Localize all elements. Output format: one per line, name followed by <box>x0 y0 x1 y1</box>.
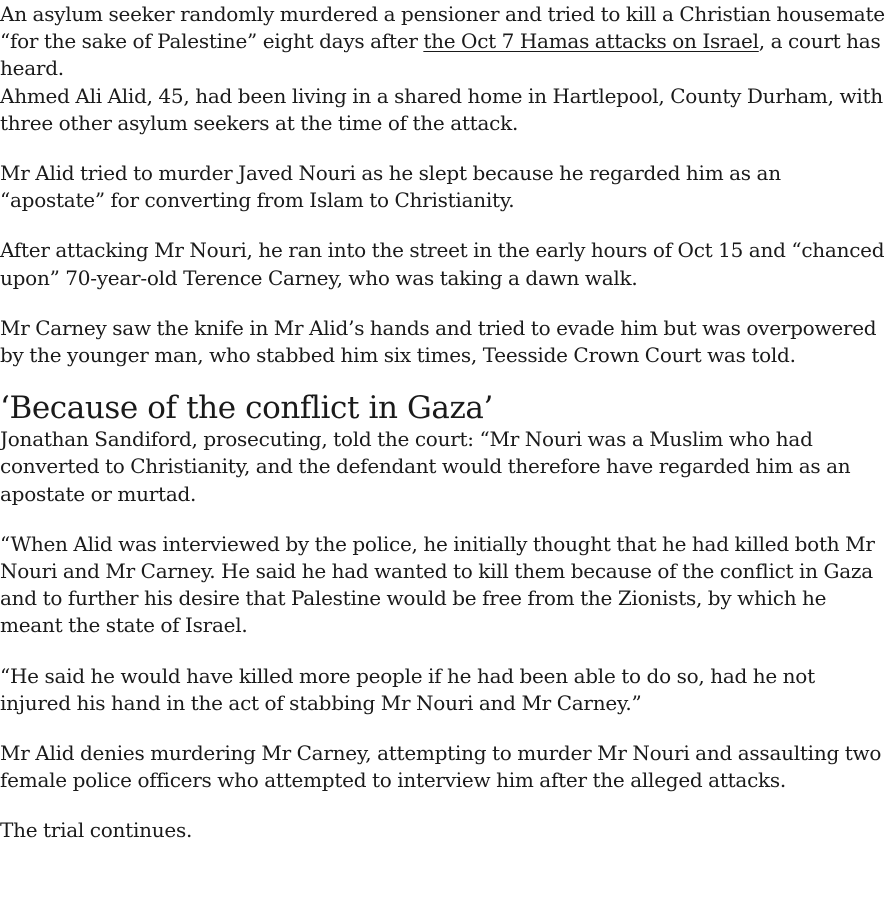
article-paragraph: Jonathan Sandiford, prosecuting, told the court: “Mr Nouri was a Muslim who had converted to Christianity, and the defendant would therefore have regarded him as an apostate or murtad. <box>0 427 851 506</box>
hamas-attacks-link[interactable]: the Oct 7 Hamas attacks on Israel <box>423 29 759 54</box>
article-paragraph: Mr Alid denies murdering Mr Carney, attempting to murder Mr Nouri and assaulting two female police officers who attempted to interview him after the alleged attacks. <box>0 741 882 793</box>
article-paragraph: Ahmed Ali Alid, 45, had been living in a shared home in Hartlepool, County Durham, with three other asylum seekers at the time of the attack. <box>0 83 883 135</box>
section-subheading: ‘Because of the conflict in Gaza’ <box>0 390 493 427</box>
article-paragraph: Mr Alid tried to murder Javed Nouri as he slept because he regarded him as an “apostate” for converting from Islam to Christianity. <box>0 161 781 213</box>
article-paragraph-intro <box>0 1 888 83</box>
article-paragraph: “When Alid was interviewed by the police, he initially thought that he had killed both Mr Nouri and Mr Carney. He said he had wanted to kill them because of the conflict in Gaza and to further his desire that Palestine would be free from the Zionists, by which he meant the state of Israel. <box>0 531 875 638</box>
article-paragraph: “He said he would have killed more people if he had been able to do so, had he not injured his hand in the act of stabbing Mr Nouri and Mr Carney.” <box>0 663 815 715</box>
article-paragraph-closing: The trial continues. <box>0 818 193 843</box>
article-paragraph: Mr Carney saw the knife in Mr Alid’s hands and tried to evade him but was overpowered by the younger man, who stabbed him six times, Teesside Crown Court was told. <box>0 315 877 368</box>
article-body <box>0 1 888 845</box>
article-paragraph: After attacking Mr Nouri, he ran into the street in the early hours of Oct 15 and “chanced upon” 70-year-old Terence Carney, who was taking a dawn walk. <box>0 238 885 290</box>
intro-text-before-link: An asylum seeker randomly murdered a pensioner and tried to kill a Christian housemate “for the sake of Palestine” eight days after <box>0 2 885 54</box>
intro-text-after-link: , a court has heard. <box>0 29 881 81</box>
